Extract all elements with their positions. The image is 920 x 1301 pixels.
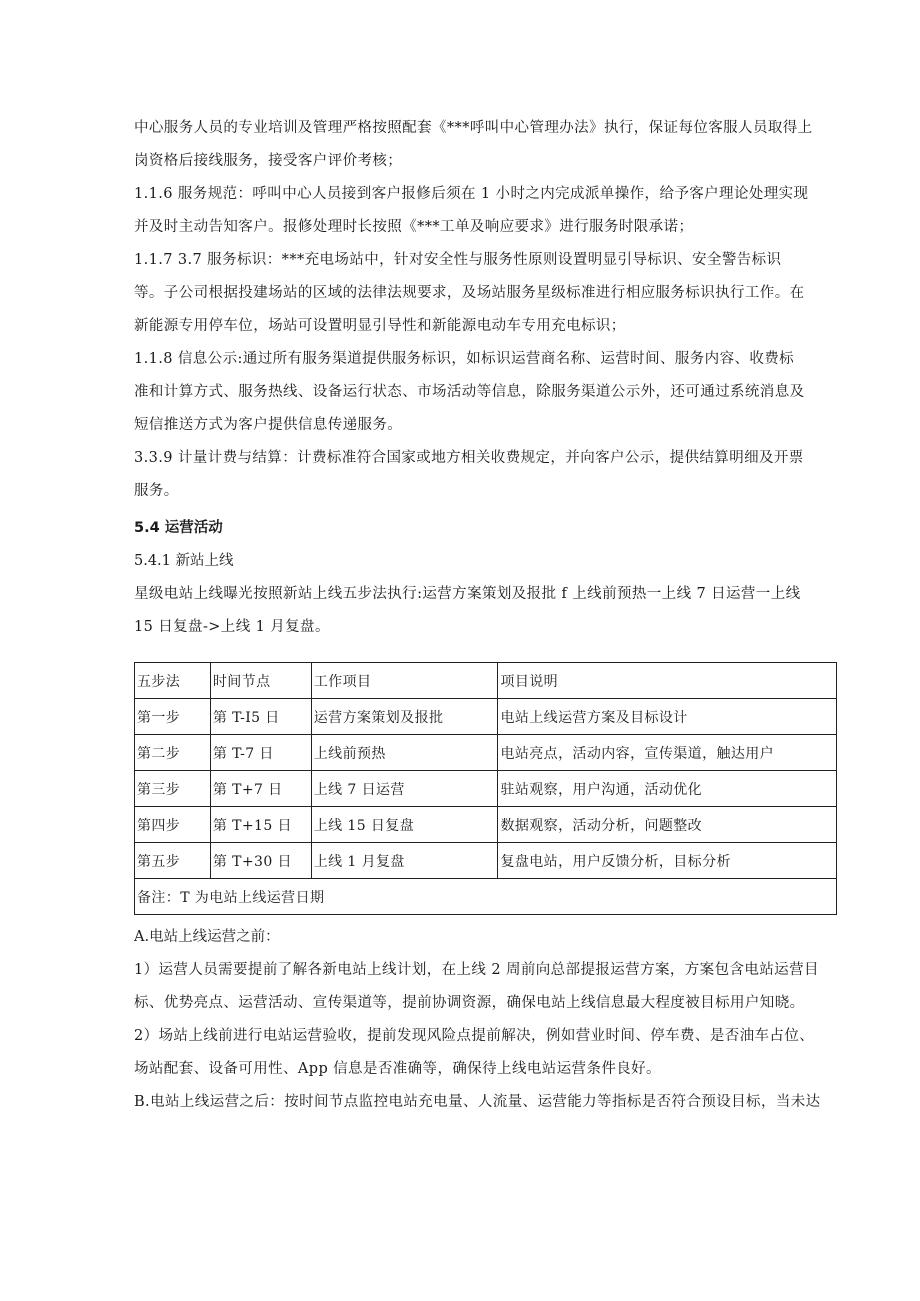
table-row (135, 807, 837, 843)
table-cell: 电站亮点，活动内容，宣传渠道，触达用户 (498, 735, 837, 771)
text-line: 服务。 (134, 483, 179, 499)
table-note-row (135, 879, 837, 915)
text-line: 标、优势亮点、运营活动、宣传渠道等，提前协调资源，确保电站上线信息最大程度被目标用户知晓。 (134, 995, 805, 1011)
table-cell: 上线 15 日复盘 (311, 807, 498, 843)
paragraph-info-disclosure (134, 343, 840, 442)
table-cell: 上线前预热 (311, 735, 498, 771)
text-line: 2）场站上线前进行电站运营验收，提前发现风险点提前解决，例如营业时间、停车费、是否油车占位、 (134, 1028, 815, 1044)
table-row (135, 771, 837, 807)
section-heading: 5.4 运营活动 (134, 520, 223, 536)
paragraph-before-launch-1 (134, 954, 840, 1020)
paragraph-billing (134, 442, 840, 508)
table-header-cell: 项目说明 (498, 663, 837, 699)
paragraph-before-launch-2 (134, 1020, 840, 1086)
text-line: 中心服务人员的专业培训及管理严格按照配套《***呼叫中心管理办法》执行，保证每位客服人员取得上 (134, 120, 813, 136)
text-line: B.电站上线运营之后：按时间节点监控电站充电量、人流量、运营能力等指标是否符合预设目标，当未达 (134, 1094, 821, 1110)
table-row (135, 735, 837, 771)
text-line: 1.1.6 服务规范：呼叫中心人员接到客户报修后须在 1 小时之内完成派单操作，给予客户理论处理实现 (134, 186, 809, 202)
text-line: 等。子公司根据投建场站的区域的法律法规要求，及场站服务星级标准进行相应服务标识执行工作。在 (134, 285, 805, 301)
five-step-table (134, 662, 837, 915)
paragraph-service-norms (134, 178, 840, 244)
table-cell: 第 T+15 日 (210, 807, 311, 843)
text-line: 短信推送方式为客户提供信息传递服务。 (134, 417, 403, 433)
table-note: 备注：T 为电站上线运营日期 (135, 879, 837, 915)
table-cell: 第三步 (135, 771, 211, 807)
subsection-heading: 5.4.1 新站上线 (134, 553, 234, 569)
text-line: 1）运营人员需要提前了解各新电站上线计划，在上线 2 周前向总部提报运营方案，方案包含电站运营目 (134, 962, 819, 978)
text-line: 并及时主动告知客户。报修处理时长按照《***工单及响应要求》进行服务时限承诺； (134, 219, 694, 235)
document-page (134, 112, 840, 1119)
table-cell: 第一步 (135, 699, 211, 735)
text-line: 星级电站上线曝光按照新站上线五步法执行:运营方案策划及报批 f 上线前预热一上线 7 日运营一上线 (134, 586, 801, 602)
table-cell: 第二步 (135, 735, 211, 771)
text-line: 1.1.8 信息公示:通过所有服务渠道提供服务标识，如标识运营商名称、运营时间、服务内容、收费标 (134, 351, 795, 367)
text-line: 场站配套、设备可用性、App 信息是否准确等，确保待上线电站运营条件良好。 (134, 1061, 661, 1077)
paragraph-service-signage (134, 244, 840, 343)
paragraph-five-step-intro (134, 578, 840, 644)
table-cell: 第五步 (135, 843, 211, 879)
table-row (135, 699, 837, 735)
text-line: 新能源专用停车位，场站可设置明显引导性和新能源电动车专用充电标识； (134, 318, 626, 334)
table-cell: 数据观察，活动分析，问题整改 (498, 807, 837, 843)
before-launch-title: A.电站上线运营之前： (134, 929, 280, 945)
table-cell: 复盘电站，用户反馈分析，目标分析 (498, 843, 837, 879)
table-header-cell: 五步法 (135, 663, 211, 699)
table-cell: 第 T+30 日 (210, 843, 311, 879)
text-line: 15 日复盘->上线 1 月复盘。 (134, 619, 330, 635)
table-row (135, 843, 837, 879)
table-cell: 第 T+7 日 (210, 771, 311, 807)
table-header-cell: 工作项目 (311, 663, 498, 699)
table-cell: 第四步 (135, 807, 211, 843)
table-cell: 第 T-7 日 (210, 735, 311, 771)
paragraph-after-launch (134, 1086, 840, 1119)
table-header-row (135, 663, 837, 699)
text-line: 3.3.9 计量计费与结算：计费标准符合国家或地方相关收费规定，并向客户公示，提供结算明细及开票 (134, 450, 804, 466)
table-cell: 运营方案策划及报批 (311, 699, 498, 735)
table-cell: 电站上线运营方案及目标设计 (498, 699, 837, 735)
table-cell: 上线 1 月复盘 (311, 843, 498, 879)
table-header-cell: 时间节点 (210, 663, 311, 699)
paragraph-training (134, 112, 840, 178)
table-cell: 第 T-I5 日 (210, 699, 311, 735)
table-cell: 上线 7 日运营 (311, 771, 498, 807)
text-line: 岗资格后接线服务，接受客户评价考核； (134, 153, 403, 169)
text-line: 1.1.7 3.7 服务标识：***充电场站中，针对安全性与服务性原则设置明显引导标识、安全警告标识 (134, 252, 782, 268)
text-line: 准和计算方式、服务热线、设备运行状态、市场活动等信息，除服务渠道公示外，还可通过系统消息及 (134, 384, 805, 400)
table-cell: 驻站观察，用户沟通，活动优化 (498, 771, 837, 807)
